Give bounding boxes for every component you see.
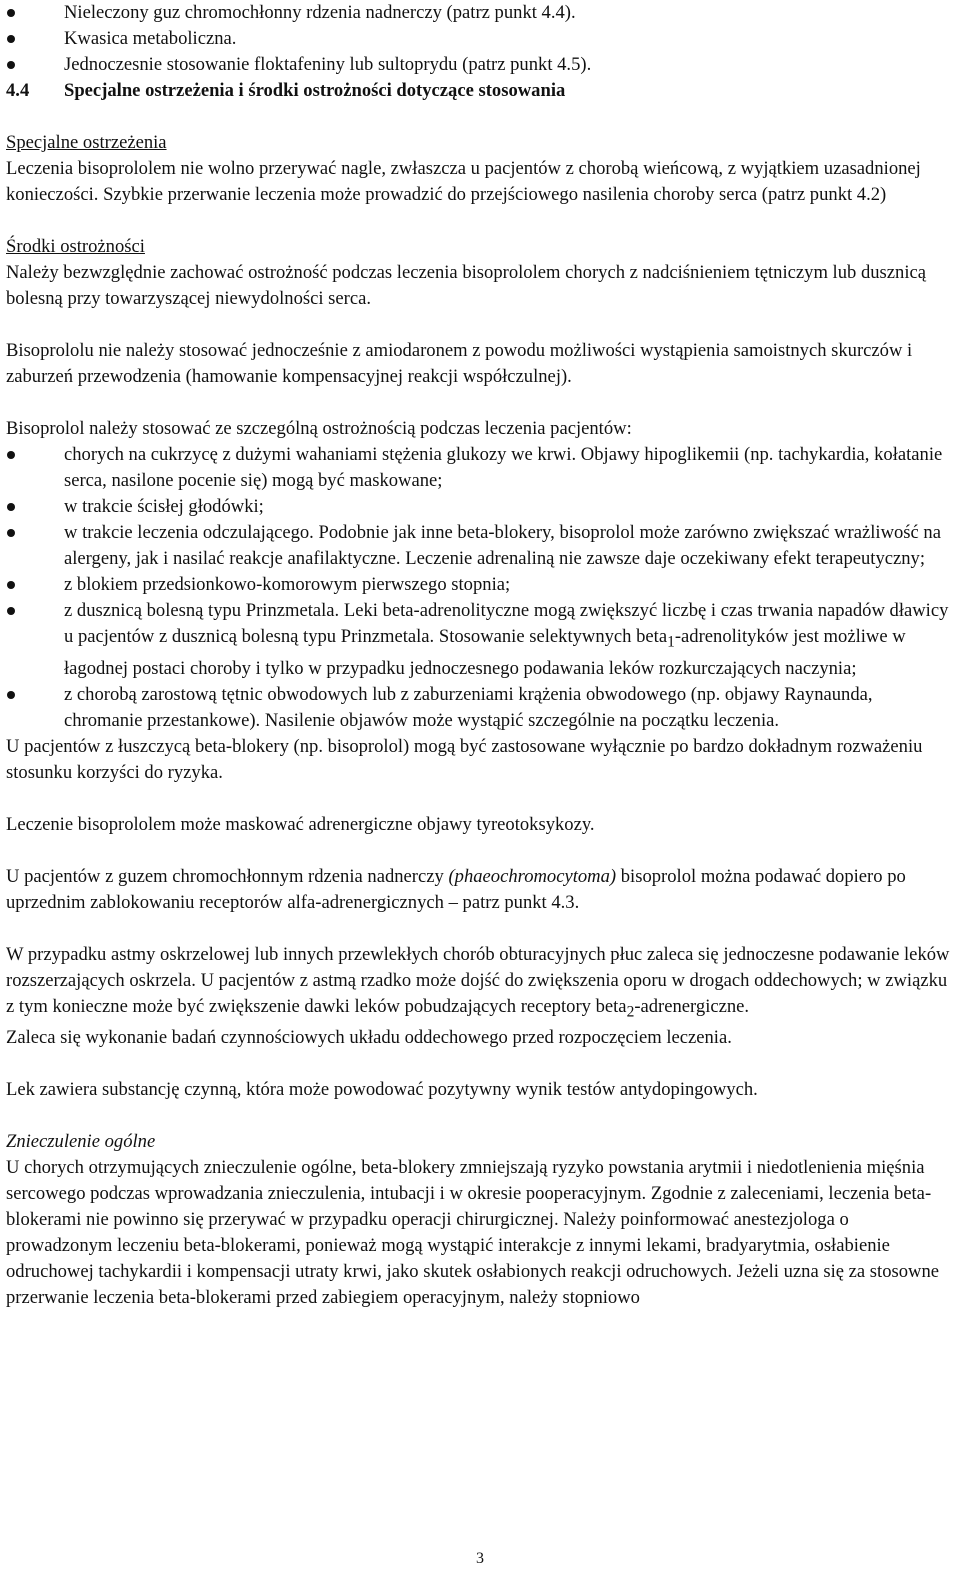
- caution-intro: Bisoprolol należy stosować ze szczególną ostrożnością podczas leczenia pacjentów:: [6, 418, 632, 439]
- asthma-paragraph-2: Zaleca się wykonanie badań czynnościowych układu oddechowego przed rozpoczęciem leczenia.: [6, 1027, 732, 1049]
- page-number: 3: [476, 1550, 484, 1567]
- amiodarone-paragraph: Bisoprololu nie należy stosować jednocześnie z amiodaronem z powodu możliwości wystąpienia samoistnych skurczów i zaburzeń przewodzenia (hamowanie kompensacyjnej reakcji współczulnej).: [6, 340, 913, 387]
- list-item: z chorobą zarostową tętnic obwodowych lub z zaburzeniami krążenia obwodowego (np. objawy Raynaunda, chromanie przestankowe). Nasilenie objawów może wystąpić szczególnie na początku leczenia.: [6, 682, 952, 734]
- document-page: [6, 0, 952, 1311]
- warnings-heading: Specjalne ostrzeżenia: [6, 132, 167, 153]
- list-item: z blokiem przedsionkowo-komorowym pierwszego stopnia;: [6, 572, 952, 598]
- caution-list: [6, 442, 952, 734]
- anaesthesia-heading: Znieczulenie ogólne: [6, 1131, 156, 1153]
- list-item: chorych na cukrzycę z dużymi wahaniami stężenia glukozy we krwi. Objawy hipoglikemii (np. tachykardia, kołatanie serca, nasilone pocenie się) mogą być maskowane;: [6, 442, 952, 494]
- list-item: Jednoczesnie stosowanie floktafeniny lub sultoprydu (patrz punkt 4.5).: [6, 52, 952, 78]
- list-item: Nieleczony guz chromochłonny rdzenia nadnerczy (patrz punkt 4.4).: [6, 0, 952, 26]
- list-item: Kwasica metaboliczna.: [6, 26, 952, 52]
- asthma-paragraph: W przypadku astmy oskrzelowej lub innych przewlekłych chorób obturacyjnych płuc zaleca się jednoczesne podawanie leków rozszerzających oskrzela. U pacjentów z astmą rzadko może dojść do zwiększenia oporu w drogach oddechowych; w związku z tym konieczne może być zwiększenie dawki leków pobudzających receptory beta$_2$-adrenergiczne.: [6, 943, 950, 1021]
- list-item: w trakcie leczenia odczulającego. Podobnie jak inne beta-blokery, bisoprolol może zarówno zwiększać wrażliwość na alergeny, jak i nasilać reakcje anafilaktyczne. Leczenie adrenaliną nie zawsze daje oczekiwany efekt terapeutyczny;: [6, 520, 952, 572]
- contraindications-list: [6, 0, 952, 78]
- pheochromocytoma-paragraph: U pacjentów z guzem chromochłonnym rdzenia nadnerczy (phaeochromocytoma) bisoprolol można podawać dopiero po uprzednim zablokowaniu receptorów alfa-adrenergicznych – patrz punkt 4.3.: [6, 865, 906, 913]
- list-item: z dusznicą bolesną typu Prinzmetala. Leki beta-adrenolityczne mogą zwiększyć liczbę i czas trwania napadów dławicy u pacjentów z dusznicą bolesną typu Prinzmetala. Stosowanie selektywnych beta$_1$-adrenolityków jest możliwe w łagodnej postaci choroby i tylko w przypadku jednoczesnego podawania leków rozkurczających naczynia;: [6, 598, 952, 682]
- subscript: 1: [667, 633, 675, 651]
- subscript: 2: [626, 1003, 635, 1021]
- psoriasis-paragraph: U pacjentów z łuszczycą beta-blokery (np. bisoprolol) mogą być zastosowane wyłącznie po bardzo dokładnym rozważeniu stosunku korzyści do ryzyka.: [6, 735, 923, 783]
- thyrotoxicosis-paragraph: Leczenie bisoprololem może maskować adrenergiczne objawy tyreotoksykozy.: [6, 813, 595, 835]
- section-heading: [6, 78, 952, 104]
- anaesthesia-paragraph: U chorych otrzymujących znieczulenie ogólne, beta-blokery zmniejszają ryzyko powstania arytmii i niedotlenienia mięśnia sercowego podczas wprowadzania znieczulenia, intubacji i w okresie pooperacyjnym. Zgodnie z zaleceniami, leczenia beta-blokerami nie powinno się przerywać w przypadku operacji chirurgicznej. Należy poinformować anestezjologa o prowadzonym leczeniu beta-blokerami, ponieważ mogą wystąpić interakcje z innymi lekami, bradyarytmia, osłabienie odruchowej tachykardii i kompensacji utraty krwi, jako skutek osłabionych reakcji odruchowych. Jeżeli uzna się za stosowne przerwanie leczenia beta-blokerami przed zabiegiem operacyjnym, należy stopniowo: [6, 1157, 940, 1309]
- precautions-paragraph: Należy bezwzględnie zachować ostrożność podczas leczenia bisoprololem chorych z nadciśnieniem tętniczym lub dusznicą bolesną przy towarzyszącej niewydolności serca.: [6, 262, 927, 309]
- section-number: 4.4: [6, 80, 30, 101]
- precautions-heading: Środki ostrożności: [6, 236, 145, 257]
- section-title: Specjalne ostrzeżenia i środki ostrożności dotyczące stosowania: [64, 80, 566, 101]
- doping-paragraph: Lek zawiera substancję czynną, która może powodować pozytywny wynik testów antydopingowych.: [6, 1079, 758, 1101]
- warnings-paragraph: Leczenia bisoprololem nie wolno przerywać nagle, zwłaszcza u pacjentów z chorobą wieńcową, z wyjątkiem uzasadnionej konieczości. Szybkie przerwanie leczenia może prowadzić do przejściowego nasilenia choroby serca (patrz punkt 4.2): [6, 158, 921, 205]
- list-item: w trakcie ścisłej głodówki;: [6, 494, 952, 520]
